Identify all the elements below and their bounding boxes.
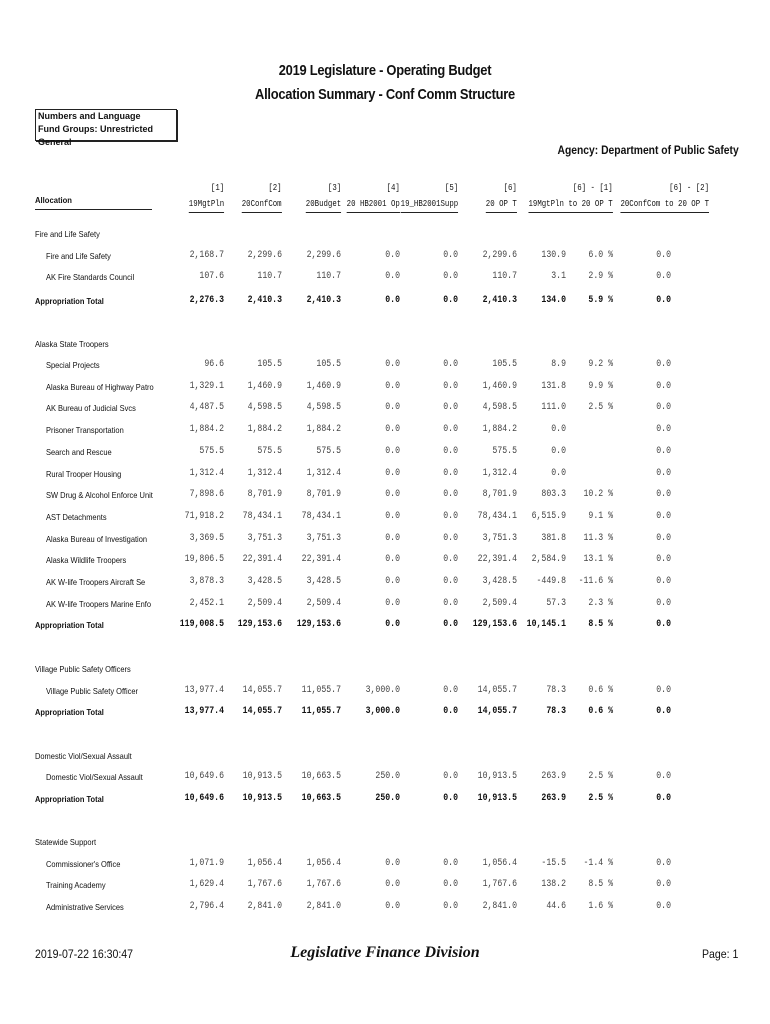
cell-col-7: 44.6 <box>546 901 566 912</box>
col-header-4: [4] 20 HB2001 Op <box>347 180 400 213</box>
cell-col-7: -15.5 <box>541 858 566 869</box>
cell-col-9: 0.0 <box>656 901 671 912</box>
cell-col-5: 0.0 <box>443 533 458 544</box>
cell-col-1: 13,977.4 <box>184 706 224 717</box>
table-row <box>0 771 770 785</box>
cell-col-6: 3,751.3 <box>482 533 517 544</box>
allocation-label: Search and Rescue <box>46 447 112 457</box>
cell-col-2: 4,598.5 <box>247 402 282 413</box>
cell-col-2: 129,153.6 <box>237 619 282 630</box>
cell-col-4: 0.0 <box>385 879 400 890</box>
cell-col-6: 2,509.4 <box>482 598 517 609</box>
cell-col-4: 0.0 <box>385 598 400 609</box>
cell-col-2: 2,841.0 <box>247 901 282 912</box>
cell-col-8: 9.9 % <box>588 381 613 392</box>
table-row <box>0 489 770 503</box>
table-row <box>0 598 770 612</box>
cell-col-4: 0.0 <box>385 446 400 457</box>
cell-col-9: 0.0 <box>656 446 671 457</box>
col-header-2: [2] 20ConfCom <box>242 180 282 213</box>
cell-col-9: 0.0 <box>656 511 671 522</box>
allocation-label: Prisoner Transportation <box>46 425 124 435</box>
allocation-column-header: Allocation <box>35 195 152 210</box>
cell-col-3: 105.5 <box>316 359 341 370</box>
cell-col-8: 10.2 % <box>583 489 613 500</box>
cell-col-7: 10,145.1 <box>526 619 566 630</box>
allocation-label: AST Detachments <box>46 512 107 522</box>
cell-col-8: 6.0 % <box>588 250 613 261</box>
cell-col-9: 0.0 <box>656 489 671 500</box>
table-row <box>0 446 770 460</box>
cell-col-1: 7,898.6 <box>189 489 224 500</box>
group-header <box>0 338 770 352</box>
group-label: Statewide Support <box>35 837 97 847</box>
cell-col-4: 0.0 <box>385 295 400 306</box>
cell-col-4: 0.0 <box>385 554 400 565</box>
table-row <box>0 901 770 915</box>
col-header-6: [6] 20 OP T <box>486 180 517 213</box>
report-subtitle: Allocation Summary - Conf Comm Structure <box>255 86 515 103</box>
col-header-8: [6] - [2] 20ConfCom to 20 OP T <box>620 180 709 213</box>
cell-col-1: 107.6 <box>199 271 224 282</box>
cell-col-9: 0.0 <box>656 879 671 890</box>
cell-col-1: 3,369.5 <box>189 533 224 544</box>
cell-col-7: 78.3 <box>546 706 566 717</box>
appropriation-total-row <box>0 706 770 720</box>
allocation-label: SW Drug & Alcohol Enforce Unit <box>46 490 153 500</box>
allocation-label: Special Projects <box>46 360 100 370</box>
cell-col-8: 5.9 % <box>588 295 613 306</box>
cell-col-5: 0.0 <box>443 685 458 696</box>
cell-col-7: -449.8 <box>536 576 566 587</box>
cell-col-7: 381.8 <box>541 533 566 544</box>
cell-col-6: 8,701.9 <box>482 489 517 500</box>
cell-col-6: 14,055.7 <box>477 706 517 717</box>
cell-col-3: 3,751.3 <box>306 533 341 544</box>
cell-col-2: 3,751.3 <box>247 533 282 544</box>
cell-col-7: 3.1 <box>551 271 566 282</box>
cell-col-8: 11.3 % <box>583 533 613 544</box>
cell-col-4: 0.0 <box>385 858 400 869</box>
cell-col-4: 0.0 <box>385 424 400 435</box>
col-header-5: [5] 19_HB2001Supp <box>400 180 458 213</box>
cell-col-7: 78.3 <box>546 685 566 696</box>
cell-col-1: 2,796.4 <box>189 901 224 912</box>
group-header <box>0 663 770 677</box>
cell-col-8: 1.6 % <box>588 901 613 912</box>
cell-col-8: 9.1 % <box>588 511 613 522</box>
cell-col-1: 1,329.1 <box>189 381 224 392</box>
cell-col-6: 129,153.6 <box>472 619 517 630</box>
allocation-label: Training Academy <box>46 880 106 890</box>
cell-col-2: 1,460.9 <box>247 381 282 392</box>
cell-col-6: 1,312.4 <box>482 468 517 479</box>
cell-col-2: 8,701.9 <box>247 489 282 500</box>
cell-col-3: 1,884.2 <box>306 424 341 435</box>
cell-col-2: 14,055.7 <box>242 706 282 717</box>
cell-col-7: 57.3 <box>546 598 566 609</box>
table-row <box>0 554 770 568</box>
cell-col-3: 575.5 <box>316 446 341 457</box>
cell-col-3: 2,509.4 <box>306 598 341 609</box>
cell-col-5: 0.0 <box>443 858 458 869</box>
cell-col-8: 2.5 % <box>588 771 613 782</box>
cell-col-3: 10,663.5 <box>301 793 341 804</box>
group-label: Alaska State Troopers <box>35 339 109 349</box>
cell-col-7: 131.8 <box>541 381 566 392</box>
cell-col-6: 1,056.4 <box>482 858 517 869</box>
group-header <box>0 750 770 764</box>
cell-col-2: 105.5 <box>257 359 282 370</box>
cell-col-2: 110.7 <box>257 271 282 282</box>
cell-col-1: 96.6 <box>204 359 224 370</box>
cell-col-9: 0.0 <box>656 554 671 565</box>
appropriation-total-row <box>0 295 770 309</box>
cell-col-8: -11.6 % <box>578 576 613 587</box>
cell-col-6: 1,767.6 <box>482 879 517 890</box>
cell-col-9: 0.0 <box>656 402 671 413</box>
allocation-label: AK Fire Standards Council <box>46 272 135 282</box>
report-title: 2019 Legislature - Operating Budget <box>278 62 492 79</box>
group-header <box>0 836 770 850</box>
cell-col-2: 1,056.4 <box>247 858 282 869</box>
cell-col-9: 0.0 <box>656 706 671 717</box>
cell-col-4: 0.0 <box>385 619 400 630</box>
table-row <box>0 381 770 395</box>
cell-col-3: 110.7 <box>316 271 341 282</box>
cell-col-1: 1,312.4 <box>189 468 224 479</box>
cell-col-6: 10,913.5 <box>477 793 517 804</box>
cell-col-3: 8,701.9 <box>306 489 341 500</box>
cell-col-5: 0.0 <box>443 489 458 500</box>
col-header-3: [3] 20Budget <box>306 180 341 213</box>
cell-col-2: 1,312.4 <box>247 468 282 479</box>
cell-col-8: 8.5 % <box>588 879 613 890</box>
cell-col-4: 0.0 <box>385 359 400 370</box>
cell-col-5: 0.0 <box>443 381 458 392</box>
cell-col-1: 575.5 <box>199 446 224 457</box>
table-row <box>0 359 770 373</box>
cell-col-2: 14,055.7 <box>242 685 282 696</box>
group-label: Fire and Life Safety <box>35 229 100 239</box>
cell-col-8: 0.6 % <box>588 706 613 717</box>
cell-col-5: 0.0 <box>443 554 458 565</box>
cell-col-5: 0.0 <box>443 879 458 890</box>
cell-col-1: 10,649.6 <box>184 771 224 782</box>
cell-col-8: 2.5 % <box>588 793 613 804</box>
group-label: Village Public Safety Officers <box>35 664 131 674</box>
cell-col-3: 4,598.5 <box>306 402 341 413</box>
filter-box <box>35 109 177 147</box>
table-row <box>0 271 770 285</box>
cell-col-9: 0.0 <box>656 533 671 544</box>
cell-col-7: 6,515.9 <box>531 511 566 522</box>
cell-col-1: 1,884.2 <box>189 424 224 435</box>
cell-col-3: 2,841.0 <box>306 901 341 912</box>
cell-col-4: 0.0 <box>385 511 400 522</box>
cell-col-7: 8.9 <box>551 359 566 370</box>
cell-col-4: 3,000.0 <box>365 685 400 696</box>
cell-col-6: 78,434.1 <box>477 511 517 522</box>
table-row <box>0 250 770 264</box>
cell-col-1: 1,629.4 <box>189 879 224 890</box>
footer-timestamp: 2019-07-22 16:30:47 <box>35 947 134 961</box>
col-header-1: [1] 19MgtPln <box>189 180 224 213</box>
cell-col-1: 1,071.9 <box>189 858 224 869</box>
table-row <box>0 879 770 893</box>
table-row <box>0 424 770 438</box>
cell-col-3: 1,767.6 <box>306 879 341 890</box>
cell-col-2: 3,428.5 <box>247 576 282 587</box>
appropriation-total-row <box>0 793 770 807</box>
cell-col-7: 263.9 <box>541 771 566 782</box>
cell-col-8: 2.3 % <box>588 598 613 609</box>
table-row <box>0 576 770 590</box>
cell-col-4: 0.0 <box>385 576 400 587</box>
cell-col-5: 0.0 <box>443 250 458 261</box>
cell-col-9: 0.0 <box>656 619 671 630</box>
cell-col-7: 111.0 <box>541 402 566 413</box>
cell-col-9: 0.0 <box>656 685 671 696</box>
cell-col-5: 0.0 <box>443 771 458 782</box>
cell-col-5: 0.0 <box>443 295 458 306</box>
total-label: Appropriation Total <box>35 620 104 630</box>
cell-col-9: 0.0 <box>656 598 671 609</box>
cell-col-5: 0.0 <box>443 468 458 479</box>
cell-col-2: 22,391.4 <box>242 554 282 565</box>
allocation-label: Fire and Life Safety <box>46 251 111 261</box>
table-row <box>0 468 770 482</box>
cell-col-9: 0.0 <box>656 381 671 392</box>
allocation-label: AK Bureau of Judicial Svcs <box>46 403 136 413</box>
cell-col-6: 10,913.5 <box>477 771 517 782</box>
cell-col-6: 1,884.2 <box>482 424 517 435</box>
cell-col-7: 130.9 <box>541 250 566 261</box>
cell-col-9: 0.0 <box>656 295 671 306</box>
cell-col-1: 2,276.3 <box>189 295 224 306</box>
agency-label: Agency: Department of Public Safety <box>557 143 739 157</box>
cell-col-4: 0.0 <box>385 402 400 413</box>
cell-col-8: 8.5 % <box>588 619 613 630</box>
cell-col-5: 0.0 <box>443 793 458 804</box>
cell-col-3: 11,055.7 <box>301 685 341 696</box>
cell-col-2: 575.5 <box>257 446 282 457</box>
cell-col-8: 2.5 % <box>588 402 613 413</box>
cell-col-9: 0.0 <box>656 468 671 479</box>
cell-col-4: 0.0 <box>385 468 400 479</box>
cell-col-7: 0.0 <box>551 424 566 435</box>
allocation-label: Domestic Viol/Sexual Assault <box>46 772 143 782</box>
cell-col-2: 10,913.5 <box>242 793 282 804</box>
cell-col-8: 0.6 % <box>588 685 613 696</box>
cell-col-5: 0.0 <box>443 446 458 457</box>
cell-col-2: 2,299.6 <box>247 250 282 261</box>
cell-col-3: 3,428.5 <box>306 576 341 587</box>
cell-col-1: 3,878.3 <box>189 576 224 587</box>
allocation-label: AK W-life Troopers Aircraft Se <box>46 577 146 587</box>
cell-col-1: 119,008.5 <box>179 619 224 630</box>
cell-col-2: 2,509.4 <box>247 598 282 609</box>
cell-col-6: 1,460.9 <box>482 381 517 392</box>
footer-division: Legislative Finance Division <box>290 944 480 961</box>
cell-col-8: 13.1 % <box>583 554 613 565</box>
appropriation-total-row <box>0 619 770 633</box>
cell-col-3: 22,391.4 <box>301 554 341 565</box>
cell-col-7: 0.0 <box>551 446 566 457</box>
cell-col-9: 0.0 <box>656 576 671 587</box>
cell-col-3: 2,410.3 <box>306 295 341 306</box>
cell-col-2: 2,410.3 <box>247 295 282 306</box>
cell-col-9: 0.0 <box>656 271 671 282</box>
cell-col-7: 263.9 <box>541 793 566 804</box>
cell-col-7: 0.0 <box>551 468 566 479</box>
cell-col-4: 3,000.0 <box>365 706 400 717</box>
cell-col-6: 105.5 <box>492 359 517 370</box>
col-header-7: [6] - [1] 19MgtPln to 20 OP T <box>529 180 613 213</box>
total-label: Appropriation Total <box>35 794 104 804</box>
cell-col-6: 2,410.3 <box>482 295 517 306</box>
allocation-label: Administrative Services <box>46 902 124 912</box>
cell-col-1: 71,918.2 <box>184 511 224 522</box>
cell-col-9: 0.0 <box>656 250 671 261</box>
cell-col-6: 14,055.7 <box>477 685 517 696</box>
table-row <box>0 511 770 525</box>
filter-fund-groups: Fund Groups: Unrestricted General <box>38 124 154 147</box>
cell-col-5: 0.0 <box>443 511 458 522</box>
cell-col-2: 78,434.1 <box>242 511 282 522</box>
cell-col-6: 22,391.4 <box>477 554 517 565</box>
cell-col-3: 129,153.6 <box>296 619 341 630</box>
cell-col-4: 0.0 <box>385 489 400 500</box>
cell-col-4: 0.0 <box>385 381 400 392</box>
cell-col-3: 10,663.5 <box>301 771 341 782</box>
cell-col-4: 0.0 <box>385 250 400 261</box>
cell-col-6: 2,841.0 <box>482 901 517 912</box>
cell-col-4: 250.0 <box>375 793 400 804</box>
cell-col-5: 0.0 <box>443 271 458 282</box>
allocation-label: Alaska Wildlife Troopers <box>46 555 127 565</box>
cell-col-6: 2,299.6 <box>482 250 517 261</box>
table-row <box>0 533 770 547</box>
cell-col-9: 0.0 <box>656 424 671 435</box>
cell-col-1: 4,487.5 <box>189 402 224 413</box>
allocation-label: Alaska Bureau of Investigation <box>46 534 148 544</box>
cell-col-4: 0.0 <box>385 271 400 282</box>
cell-col-8: 2.9 % <box>588 271 613 282</box>
cell-col-1: 2,452.1 <box>189 598 224 609</box>
cell-col-8: 9.2 % <box>588 359 613 370</box>
cell-col-1: 2,168.7 <box>189 250 224 261</box>
cell-col-7: 138.2 <box>541 879 566 890</box>
cell-col-4: 250.0 <box>375 771 400 782</box>
cell-col-6: 3,428.5 <box>482 576 517 587</box>
allocation-label: Rural Trooper Housing <box>46 469 122 479</box>
cell-col-9: 0.0 <box>656 793 671 804</box>
cell-col-5: 0.0 <box>443 619 458 630</box>
total-label: Appropriation Total <box>35 296 104 306</box>
cell-col-8: -1.4 % <box>583 858 613 869</box>
cell-col-4: 0.0 <box>385 533 400 544</box>
cell-col-7: 134.0 <box>541 295 566 306</box>
cell-col-3: 1,460.9 <box>306 381 341 392</box>
cell-col-5: 0.0 <box>443 424 458 435</box>
cell-col-6: 4,598.5 <box>482 402 517 413</box>
cell-col-1: 10,649.6 <box>184 793 224 804</box>
cell-col-6: 575.5 <box>492 446 517 457</box>
cell-col-3: 1,056.4 <box>306 858 341 869</box>
group-label: Domestic Viol/Sexual Assault <box>35 751 132 761</box>
cell-col-9: 0.0 <box>656 858 671 869</box>
cell-col-1: 13,977.4 <box>184 685 224 696</box>
cell-col-5: 0.0 <box>443 598 458 609</box>
total-label: Appropriation Total <box>35 707 104 717</box>
cell-col-5: 0.0 <box>443 901 458 912</box>
table-row <box>0 402 770 416</box>
cell-col-5: 0.0 <box>443 359 458 370</box>
cell-col-2: 10,913.5 <box>242 771 282 782</box>
cell-col-5: 0.0 <box>443 576 458 587</box>
allocation-label: Village Public Safety Officer <box>46 686 139 696</box>
cell-col-2: 1,767.6 <box>247 879 282 890</box>
filter-numbers-language: Numbers and Language <box>38 111 141 121</box>
cell-col-3: 2,299.6 <box>306 250 341 261</box>
cell-col-9: 0.0 <box>656 359 671 370</box>
allocation-label: Commissioner's Office <box>46 859 121 869</box>
cell-col-7: 2,584.9 <box>531 554 566 565</box>
allocation-label: AK W-life Troopers Marine Enfo <box>46 599 152 609</box>
cell-col-6: 110.7 <box>492 271 517 282</box>
allocation-label: Alaska Bureau of Highway Patro <box>46 382 154 392</box>
cell-col-2: 1,884.2 <box>247 424 282 435</box>
table-row <box>0 858 770 872</box>
cell-col-9: 0.0 <box>656 771 671 782</box>
footer-page-number: Page: 1 <box>701 947 738 961</box>
cell-col-4: 0.0 <box>385 901 400 912</box>
cell-col-5: 0.0 <box>443 402 458 413</box>
cell-col-1: 19,806.5 <box>184 554 224 565</box>
cell-col-3: 78,434.1 <box>301 511 341 522</box>
group-header <box>0 228 770 242</box>
table-row <box>0 685 770 699</box>
cell-col-3: 1,312.4 <box>306 468 341 479</box>
cell-col-7: 803.3 <box>541 489 566 500</box>
cell-col-5: 0.0 <box>443 706 458 717</box>
cell-col-3: 11,055.7 <box>301 706 341 717</box>
